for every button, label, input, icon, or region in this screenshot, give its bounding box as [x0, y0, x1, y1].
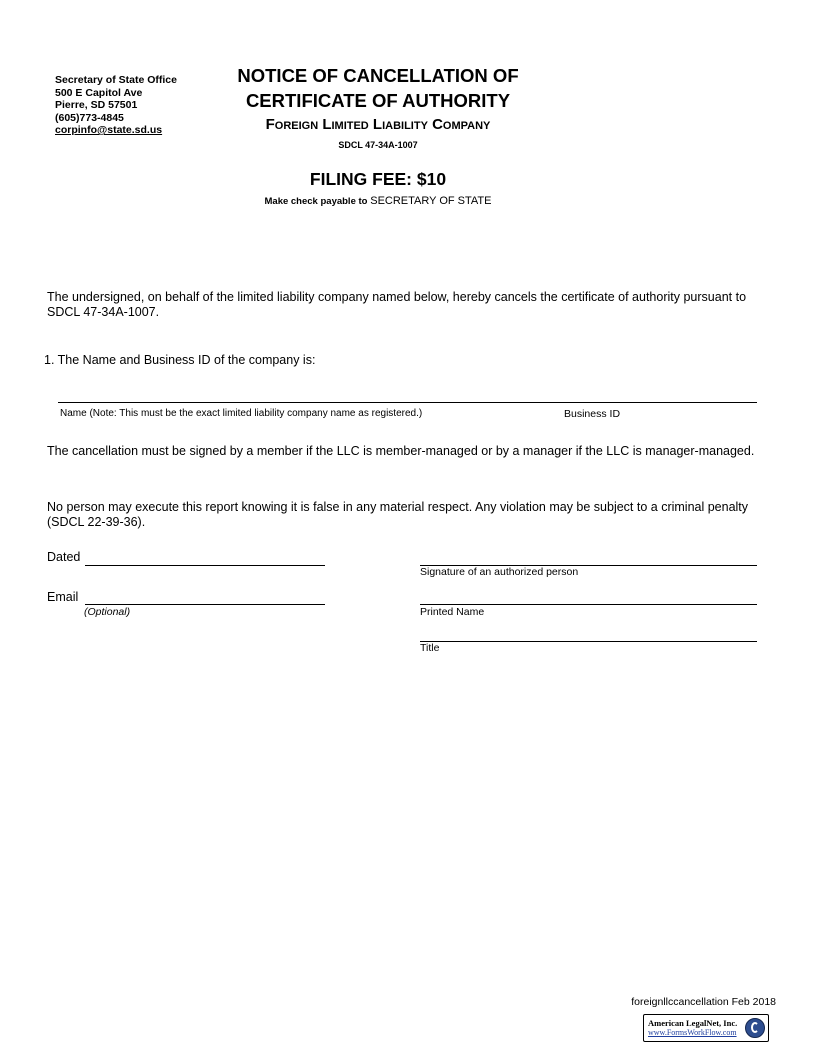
logo-company-name: American LegalNet, Inc.: [648, 1018, 738, 1028]
fee-label: FILING FEE:: [309, 169, 412, 189]
intro-paragraph: The undersigned, on behalf of the limited liability company named below, hereby cancels the certificate of authority pursuant to SDCL 47-34A-1007.: [47, 290, 747, 319]
name-caption: Name (Note: This must be the exact limited liability company name as registered.): [60, 408, 423, 419]
email-line[interactable]: [85, 604, 325, 605]
form-code: foreignllccancellation Feb 2018: [631, 996, 776, 1008]
form-title-line2: CERTIFICATE OF AUTHORITY: [245, 90, 511, 111]
printed-name-line[interactable]: [420, 604, 757, 605]
dated-line[interactable]: [85, 565, 325, 566]
fee-amount: $10: [416, 169, 447, 189]
title-caption: Title: [420, 642, 440, 654]
office-name: Secretary of State Office: [55, 74, 177, 86]
payable-to: SECRETARY OF STATE: [370, 195, 492, 207]
payable-note: [180, 195, 576, 207]
statute-reference: SDCL 47-34A-1007: [338, 140, 418, 150]
signature-caption: Signature of an authorized person: [420, 566, 579, 578]
business-id-caption: Business ID: [564, 408, 621, 420]
penalty-note-paragraph: No person may execute this report knowing it is false in any material respect. Any violation may be subject to a criminal penalty (SDCL 22-39-36).: [47, 500, 749, 529]
dated-label: Dated: [47, 550, 81, 564]
form-title-line1: NOTICE OF CANCELLATION OF: [237, 65, 519, 86]
office-city: Pierre, SD 57501: [55, 99, 138, 111]
logo-emblem-icon: [745, 1018, 765, 1038]
title-line[interactable]: [420, 641, 757, 642]
form-subtitle: Foreign Limited Liability Company: [265, 116, 491, 133]
email-label: Email: [47, 590, 79, 604]
payable-label: Make check payable to: [264, 196, 368, 207]
company-name-line[interactable]: [58, 402, 757, 403]
item-1-label: 1. The Name and Business ID of the company is:: [44, 353, 316, 367]
email-optional-caption: (Optional): [84, 606, 131, 618]
office-phone: (605)773-4845: [55, 111, 124, 124]
filing-fee: [180, 169, 576, 190]
signing-note-paragraph: The cancellation must be signed by a member if the LLC is member-managed or by a manager if the LLC is manager-managed.: [47, 444, 755, 458]
office-address-block: [55, 74, 177, 137]
logo-website: www.FormsWorkFlow.com: [648, 1028, 737, 1037]
office-email-link[interactable]: corpinfo@state.sd.us: [55, 124, 163, 136]
american-legalnet-logo[interactable]: [643, 1014, 769, 1042]
office-street: 500 E Capitol Ave: [55, 86, 143, 99]
printed-name-caption: Printed Name: [420, 606, 485, 618]
